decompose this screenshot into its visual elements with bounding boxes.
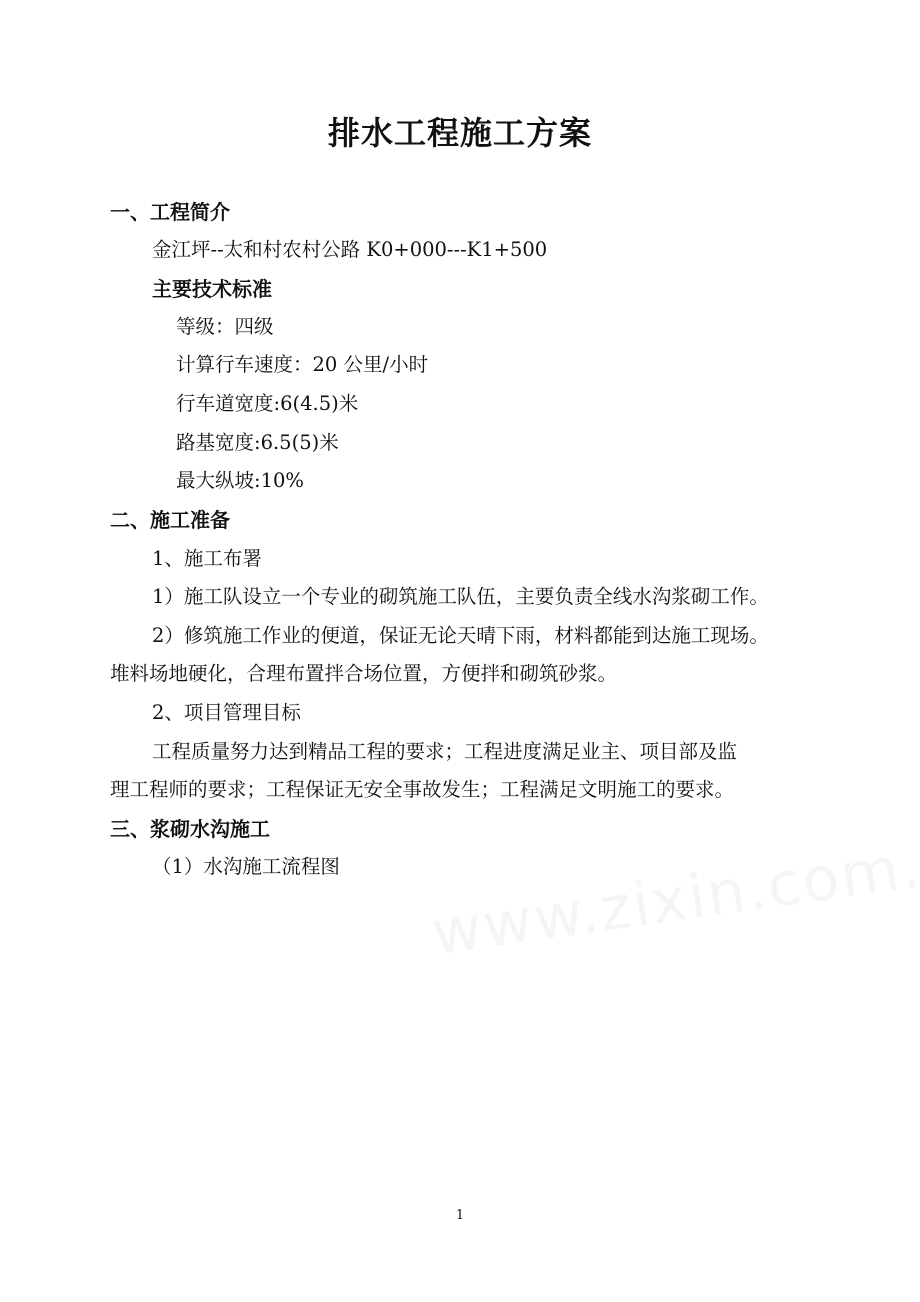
standards-heading: 主要技术标准 (152, 277, 272, 301)
standard-item: 路基宽度:6.5(5)米 (176, 431, 339, 454)
standard-item: 等级：四级 (176, 315, 274, 338)
paragraph: 堆料场地硬化，合理布置拌合场位置，方便拌和砌筑砂浆。 (110, 662, 618, 685)
flowchart-caption: （1）水沟施工流程图 (152, 855, 340, 878)
document-title: 排水工程施工方案 (327, 114, 592, 152)
subsection-goals: 2、项目管理目标 (152, 701, 301, 724)
section-heading-intro: 一、工程简介 (110, 200, 230, 224)
paragraph: 工程质量努力达到精品工程的要求；工程进度满足业主、项目部及监 (152, 740, 738, 763)
watermark (428, 821, 920, 969)
page-number: 1 (455, 1208, 465, 1223)
section-heading-preparation: 二、施工准备 (110, 508, 230, 532)
subsection-deployment: 1、施工布署 (152, 547, 262, 570)
paragraph: 理工程师的要求；工程保证无安全事故发生；工程满足文明施工的要求。 (110, 778, 735, 801)
standard-item: 行车道宽度:6(4.5)米 (176, 392, 359, 415)
paragraph: 1）施工队设立一个专业的砌筑施工队伍，主要负责全线水沟浆砌工作。 (152, 585, 769, 608)
section-heading-ditch: 三、浆砌水沟施工 (110, 817, 270, 841)
standard-item: 计算行车速度：20 公里/小时 (176, 353, 429, 376)
standard-item: 最大纵坡:10% (176, 469, 304, 492)
road-description: 金江坪--太和村农村公路 K0+000---K1+500 (152, 238, 548, 261)
paragraph: 2）修筑施工作业的便道，保证无论天晴下雨，材料都能到达施工现场。 (152, 624, 769, 647)
